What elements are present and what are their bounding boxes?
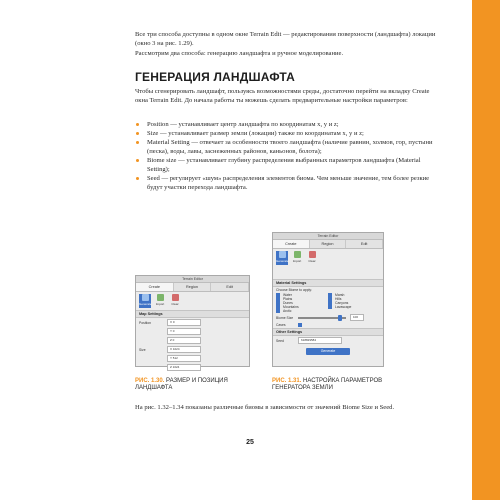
- biome-marsh[interactable]: Marsh: [328, 293, 378, 297]
- tab-bar: [273, 240, 383, 249]
- position-row: [136, 318, 249, 327]
- seed-field[interactable]: 618829584: [298, 337, 342, 344]
- biome-column-right: [328, 293, 378, 313]
- slider-handle[interactable]: [338, 315, 342, 321]
- section-heading: ГЕНЕРАЦИЯ ЛАНДШАФТА: [135, 70, 295, 84]
- size-label: Size: [139, 347, 146, 352]
- import-tool[interactable]: Import: [154, 294, 166, 308]
- section-lead: Чтобы сгенерировать ландшафт, пользуясь возможностями среды, достаточно перейти на вкладку Create окна Terrain Edit. До начала работы ты можешь сделать предварительные настройки параметров:: [135, 88, 430, 104]
- position-z-field[interactable]: Z 0: [167, 337, 201, 344]
- position-x-field[interactable]: X 0: [167, 319, 201, 326]
- tab-bar: [136, 283, 249, 292]
- tab-edit[interactable]: Edit: [211, 283, 249, 291]
- biome-size-slider[interactable]: [298, 317, 346, 319]
- intro-paragraph-1: Все три способа доступны в одном окне Terrain Edit — редактирования поверхности (ландшафта) локации (окно 3 на рис. 1.29).: [135, 31, 436, 47]
- tab-region[interactable]: Region: [174, 283, 212, 291]
- bullet-icon: [136, 132, 139, 135]
- caves-checkbox[interactable]: [298, 323, 302, 327]
- size-x-field[interactable]: X 1024: [167, 346, 201, 353]
- position-y-field[interactable]: Y 0: [167, 328, 201, 335]
- bullet-icon: [136, 177, 139, 180]
- generate-icon: [279, 251, 286, 258]
- window-title: Terrain Editor: [136, 276, 249, 283]
- biome-size-row: [273, 313, 383, 322]
- page-edge-bar: [472, 0, 500, 500]
- generate-button[interactable]: Generate: [306, 348, 350, 355]
- biome-canyons[interactable]: Canyons: [328, 301, 378, 305]
- list-item: Size — устанавливает размер земли (локации) также по координатам x, y и z;: [135, 129, 440, 138]
- caption-text: НАСТРОЙКА ПАРАМЕТРОВ ГЕНЕРАТОРА ЗЕМЛИ: [272, 378, 383, 391]
- seed-row: [273, 336, 383, 345]
- clear-tool[interactable]: Clear: [306, 251, 318, 265]
- generate-icon: [142, 294, 149, 301]
- closing-paragraph: На рис. 1.32–1.34 показаны различные биомы в зависимости от значений Biome Size и Seed.: [135, 404, 395, 411]
- bullet-icon: [136, 159, 139, 162]
- list-item: Position — устанавливает центр ландшафта по координатам x, y и z;: [135, 120, 440, 129]
- size-z-field[interactable]: Z 1024: [167, 364, 201, 371]
- clear-icon: [309, 251, 316, 258]
- biome-lavascape[interactable]: Lavascape: [328, 305, 378, 309]
- tool-row: [273, 249, 383, 267]
- list-item: Material Setting — отвечает за особенности твоего ландшафта (наличие равнин, холмов, гор, пустыни (песка), воды, лавы, заснеженных районов, каньонов, болота);: [135, 138, 440, 156]
- list-item: Seed — регулирует «шум» распределения элементов биома. Чем меньше значение, тем более резкие будут участки перехода ландшафта.: [135, 174, 440, 192]
- tab-create[interactable]: Create: [136, 283, 174, 291]
- import-icon: [294, 251, 301, 258]
- other-settings-header: Other Settings: [273, 328, 383, 336]
- tab-edit[interactable]: Edit: [346, 240, 383, 248]
- caption-text: РАЗМЕР И ПОЗИЦИЯ ЛАНДШАФТА: [135, 378, 228, 391]
- checkbox-icon: [328, 305, 332, 309]
- biome-size-field[interactable]: 100: [350, 314, 364, 321]
- biome-hills[interactable]: Hills: [328, 297, 378, 301]
- clear-tool[interactable]: Clear: [169, 294, 181, 308]
- figure-1-30-caption: [135, 378, 250, 392]
- biome-mountains[interactable]: Mountains: [276, 305, 328, 309]
- checkbox-icon: [276, 309, 280, 313]
- map-settings-header: Map Settings: [136, 310, 249, 318]
- biome-water[interactable]: Water: [276, 293, 328, 297]
- bullet-icon: [136, 123, 139, 126]
- clear-icon: [172, 294, 179, 301]
- import-tool[interactable]: Import: [291, 251, 303, 265]
- biome-plains[interactable]: Plains: [276, 297, 328, 301]
- material-settings-header: Material Settings: [273, 279, 383, 287]
- caption-number: РИС. 1.30.: [135, 378, 165, 384]
- window-title: Terrain Editor: [273, 233, 383, 240]
- biome-size-label: Biome Size: [276, 315, 294, 320]
- biome-dunes[interactable]: Dunes: [276, 301, 328, 305]
- intro-paragraph-2: Рассмотрим два способа: генерацию ландшафта и ручное моделирование.: [135, 50, 344, 57]
- biome-arctic[interactable]: Arctic: [276, 309, 328, 313]
- bullet-icon: [136, 141, 139, 144]
- import-icon: [157, 294, 164, 301]
- figure-1-31-caption: [272, 378, 422, 392]
- figure-1-31-terrain-editor: [272, 232, 384, 367]
- choose-biome-label: Choose Biome to apply:: [276, 288, 312, 292]
- tab-create[interactable]: Create: [273, 240, 310, 248]
- figure-1-30-terrain-editor: [135, 275, 250, 367]
- seed-label: Seed: [276, 338, 284, 343]
- caves-label: Caves: [276, 323, 286, 327]
- biome-column-left: [276, 293, 328, 313]
- tab-region[interactable]: Region: [310, 240, 347, 248]
- generate-tool[interactable]: Generate: [139, 294, 151, 308]
- biome-grid: [273, 293, 383, 313]
- tool-row: [136, 292, 249, 310]
- page-number: 25: [246, 439, 254, 446]
- size-row: [136, 345, 249, 354]
- size-y-field[interactable]: Y 512: [167, 355, 201, 362]
- list-item: Biome size — устанавливает глубину распределения выбранных параметров ландшафта (Material Setting);: [135, 156, 440, 174]
- settings-list: [135, 120, 440, 192]
- generate-tool[interactable]: Generate: [276, 251, 288, 265]
- caption-number: РИС. 1.31.: [272, 378, 302, 384]
- position-label: Position: [139, 320, 152, 325]
